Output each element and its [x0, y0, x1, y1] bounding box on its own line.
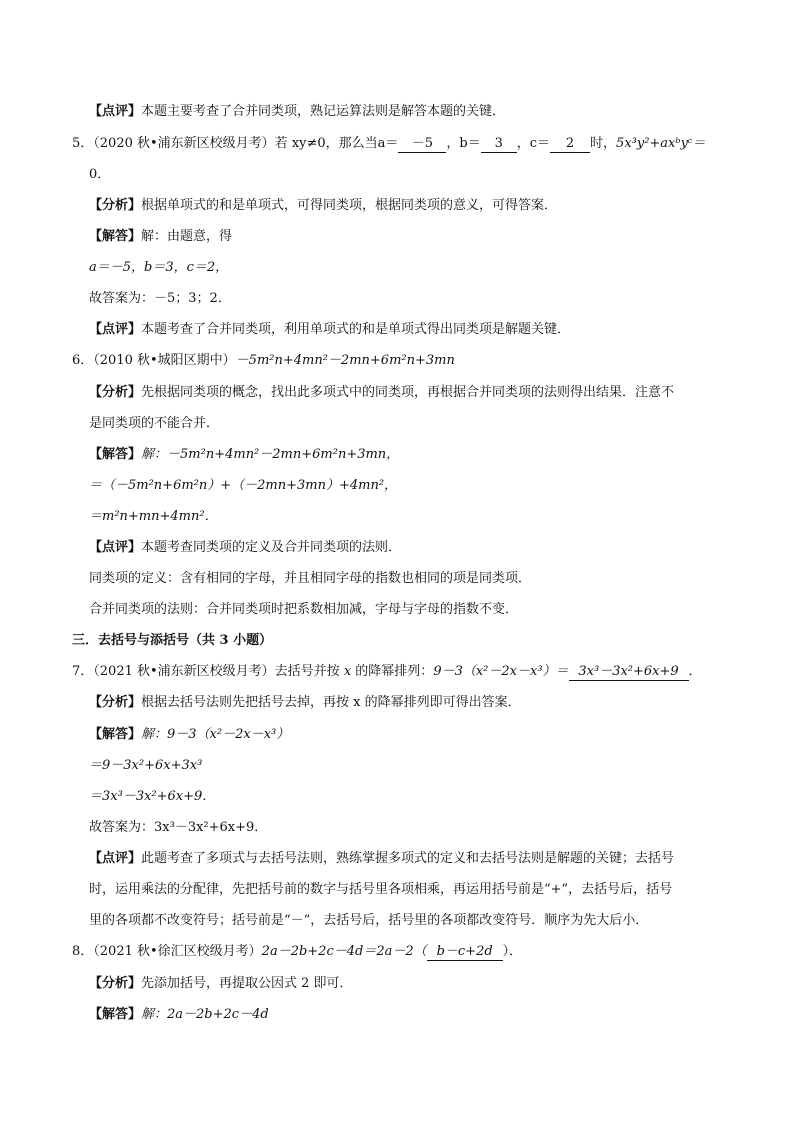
question-desc: 的降幂排列： [355, 664, 434, 679]
q6-analysis-cont: 是同类项的不能合并． [89, 416, 220, 431]
q8-solution [89, 1007, 269, 1023]
analysis-text: 根据单项式的和是单项式，可得同类项，根据同类项的意义，可得答案． [141, 198, 558, 213]
analysis-tag: 【分析】 [89, 976, 142, 991]
q8-question [72, 944, 522, 961]
q4-comment [89, 104, 505, 120]
q5-step1: a＝－5，b＝3，c＝2， [89, 260, 229, 275]
analysis-text: 先根据同类项的概念，找出此多项式中的同类项，再根据合并同类项的法则得出结果．注意不 [141, 385, 675, 400]
solution-text: 解：由题意，得 [141, 229, 233, 244]
condition: xy≠0，那么当 [291, 136, 378, 151]
answer-blank-c: 2 [550, 136, 590, 153]
q7-answer: 故答案为：3x³－3x²+6x+9． [89, 820, 268, 835]
solution-text: 解：9－3（x²－2x－x³） [141, 727, 290, 742]
q6-rule: 合并同类项的法则：合并同类项时把系数相加减，字母与字母的指数不变． [89, 602, 519, 617]
question-number: 5． [72, 136, 94, 151]
q7-step2: ＝3x³－3x²+6x+9． [89, 789, 216, 804]
analysis-tag: 【分析】 [89, 198, 142, 213]
comment-text: 本题考查了合并同类项，利用单项式的和是单项式得出同类项是解题关键． [141, 322, 571, 337]
comment-tag: 【点评】 [89, 540, 142, 555]
q8-analysis [89, 976, 353, 992]
variable-x: x [343, 664, 352, 679]
expression: 5x³y²+axᵇyᶜ＝ [616, 136, 706, 151]
q5-analysis [89, 198, 557, 214]
question-number: 7． [72, 664, 94, 679]
q6-step1: ＝（－5m²n+6m²n）+（－2mn+3mn）+4mn²， [89, 478, 398, 493]
q5-answer: 故答案为：－5；3；2． [89, 291, 231, 306]
comment-text: 此题考查了多项式与去括号法则，熟练掌握多项式的定义和去括号法则是解题的关键；去括号 [141, 851, 675, 866]
question-source: （2021 秋•徐汇区校级月考） [93, 944, 262, 959]
expression: 9－3（x²－2x－x³）＝ [433, 664, 569, 679]
condition-tail: 时， [590, 136, 617, 151]
q6-question [72, 353, 455, 369]
question-end: ）． [502, 944, 523, 959]
question-number: 6． [72, 353, 94, 368]
q6-definition: 同类项的定义：含有相同的字母，并且相同字母的指数也相同的项是同类项． [89, 571, 532, 586]
q5-line2: 0． [89, 167, 111, 182]
q7-question [72, 664, 702, 681]
q7-comment-cont2: 里的各项都不改变符号；括号前是“－”，去括号后，括号里的各项都改变符号．顺序为先大后小． [89, 913, 649, 928]
analysis-text: 先添加括号，再提取公因式 2 即可． [141, 976, 353, 991]
analysis-tag: 【分析】 [89, 695, 142, 710]
q6-step2: ＝m²n+mn+4mn²． [89, 509, 218, 524]
q7-step1: ＝9－3x²+6x+3x³ [89, 758, 203, 773]
question-source: （2021 秋•浦东新区校级月考）去括号并按 [93, 664, 340, 679]
answer-blank: 3x³－3x²+6x+9 [569, 664, 689, 681]
comment-tag: 【点评】 [89, 851, 142, 866]
a-equals: a＝ [377, 136, 399, 151]
q6-solution [89, 447, 399, 463]
question-number: 8． [72, 944, 94, 959]
comment-text: 本题考查同类项的定义及合并同类项的法则． [141, 540, 402, 555]
q7-comment-cont1: 时，运用乘法的分配律，先把括号前的数字与括号里各项相乘，再运用括号前是“+”，去括号后，括号 [89, 882, 673, 897]
solution-text: 解：2a－2b+2c－4d [141, 1007, 269, 1022]
q7-comment [89, 851, 674, 867]
comment-tag: 【点评】 [89, 322, 142, 337]
solution-tag: 【解答】 [89, 727, 142, 742]
answer-blank: b－c+2d [427, 944, 503, 961]
q5-comment [89, 322, 570, 338]
expression: －5m²n+4mn²－2mn+6m²n+3mn [235, 353, 455, 368]
question-source: （2010 秋•城阳区期中） [93, 353, 236, 368]
section-heading: 三．去括号与添括号（共 3 小题） [72, 633, 273, 648]
analysis-tag: 【分析】 [89, 385, 142, 400]
question-source: （2020 秋•浦东新区校级月考）若 [93, 136, 288, 151]
q6-comment [89, 540, 401, 556]
comment-tag: 【点评】 [89, 104, 142, 119]
comment-text: 本题主要考查了合并同类项，熟记运算法则是解答本题的关键． [141, 104, 506, 119]
analysis-text: 根据去括号法则先把括号去掉，再按 x 的降幂排列即可得出答案． [141, 695, 521, 710]
solution-tag: 【解答】 [89, 447, 142, 462]
solution-tag: 【解答】 [89, 1007, 142, 1022]
solution-text: 解：－5m²n+4mn²－2mn+6m²n+3mn， [141, 447, 400, 462]
answer-blank-b: 3 [481, 136, 517, 153]
solution-tag: 【解答】 [89, 229, 142, 244]
question-end: ． [688, 664, 702, 679]
q6-analysis [89, 385, 674, 401]
b-equals: ，b＝ [446, 136, 481, 151]
q5-solution [89, 229, 232, 245]
q7-solution [89, 727, 289, 743]
q7-analysis [89, 695, 521, 711]
c-equals: ，c＝ [516, 136, 551, 151]
expression: 2a－2b+2c－4d＝2a－2（ [261, 944, 427, 959]
answer-blank-a: －5 [398, 136, 446, 153]
q5-question [72, 136, 706, 153]
